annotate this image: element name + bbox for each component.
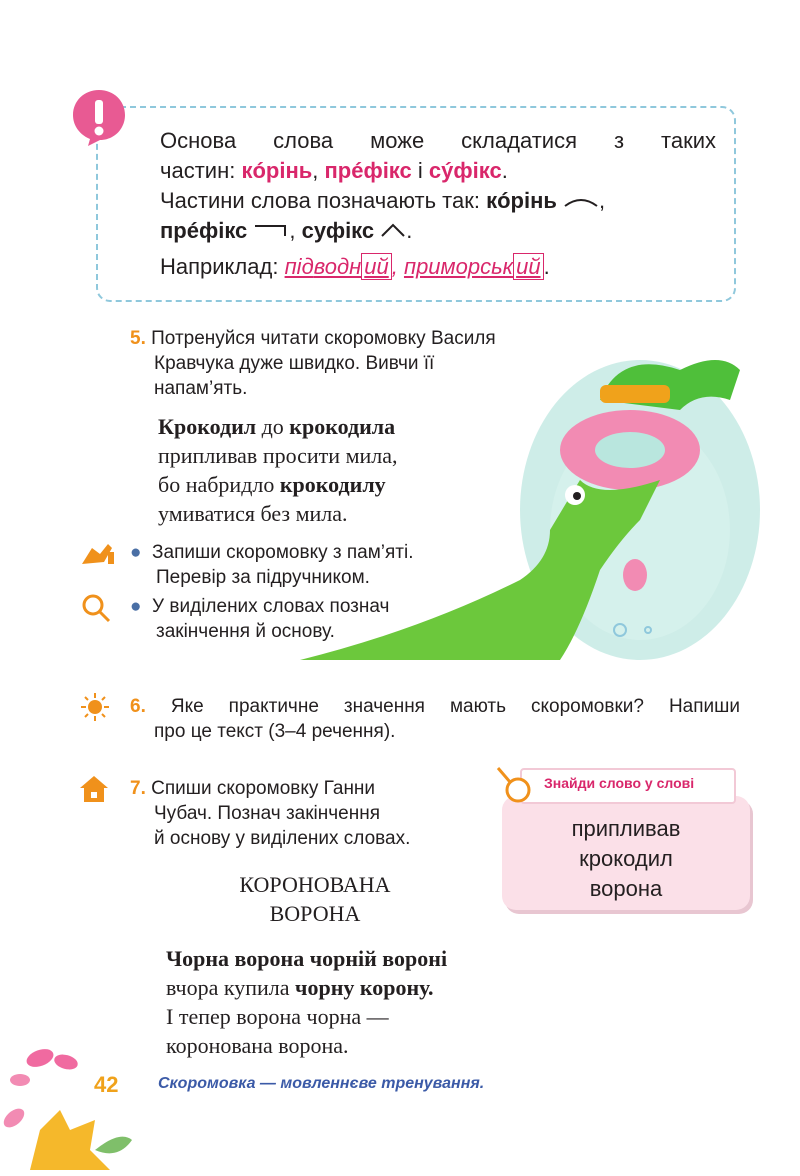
task-number: 7. <box>130 778 146 799</box>
card-word: припливав <box>571 816 681 841</box>
page-number: 42 <box>94 1072 119 1097</box>
rule-text-span: , <box>312 158 325 183</box>
root-mark-icon <box>563 194 599 208</box>
word-card-words <box>502 814 750 904</box>
bullet-1: ● Запиши скоромовку з пам’яті. Перевір за підручником. <box>130 540 510 590</box>
example-ending: ий <box>513 253 543 280</box>
word-card-title: Знайди слово у слові <box>544 775 695 791</box>
poem-bold-line: Чорна ворона чорній вороні <box>166 946 448 971</box>
poem-crow <box>166 944 546 1060</box>
task-6-text <box>130 694 740 744</box>
poem-text: бо набридло <box>158 472 280 497</box>
term-root: кóрінь <box>241 158 313 183</box>
rule-line-3: Частини слова позначають так: кóрінь , <box>160 188 606 213</box>
rule-example: Наприклад: підводн ий , приморськ ий . <box>160 254 550 279</box>
poem-bold-word: крокодилу <box>279 472 386 497</box>
poem-bold-word: чорну корону. <box>295 975 434 1000</box>
bullet-line: У виділених словах познач <box>152 596 390 617</box>
poem-title-line: ВОРОНА <box>269 901 361 926</box>
example-label: Наприклад: <box>160 254 285 279</box>
task-line: Чубач. Познач закінчення <box>154 803 381 824</box>
rule-line-1: Основа слова може складатися з таких <box>160 128 716 153</box>
footer-caption: Скоромовка — мовленнєве тренування. <box>158 1075 485 1092</box>
rule-text <box>160 126 716 282</box>
rule-text-span: і <box>411 158 429 183</box>
rule-text-span: . <box>501 158 508 183</box>
rule-line-2 <box>160 156 716 186</box>
example-ending: ий <box>361 253 391 280</box>
rule-text-span: Частини слова позначають так: <box>160 188 487 213</box>
poem-bold-word: Крокодил <box>158 414 257 439</box>
task-line: й основу у виділених словах. <box>154 828 411 849</box>
poem-text: вчора купила <box>166 975 296 1000</box>
card-word: крокодил <box>579 846 673 871</box>
example-suffix: ськ <box>480 254 514 279</box>
poem-title-line: КОРОНОВАНА <box>239 872 391 897</box>
task-line: про це текст (3–4 речення). <box>154 721 396 742</box>
task-line: Кравчука дуже швидко. Вивчи її <box>154 353 435 374</box>
example-prefix: під <box>284 254 314 279</box>
poem-line: І тепер ворона чорна — <box>166 1004 389 1029</box>
bullet-2: ● У виділених словах познач закінчення й основу. <box>130 594 510 644</box>
task-number: 6. <box>130 696 146 717</box>
card-word: ворона <box>589 876 663 901</box>
bullet-line: Перевір за підручником. <box>156 567 370 588</box>
bullet-line: закінчення й основу. <box>156 621 335 642</box>
term-suffix: сýфікс <box>428 158 502 183</box>
poem-line: коронована ворона. <box>166 1033 349 1058</box>
poem-crocodile <box>158 412 498 528</box>
prefix-mark-icon <box>253 222 289 238</box>
task-number: 5. <box>130 328 146 349</box>
magnifier-icon <box>494 764 536 806</box>
write-icon <box>78 540 118 568</box>
task-line: Потренуйся читати скоромовку Василя <box>151 328 496 349</box>
suffix-mark-icon <box>380 222 406 238</box>
poem-text: до <box>256 414 290 439</box>
task-line: Яке практичне значення мають скоромовки? Напиши <box>170 696 741 717</box>
root-mark-label: кóрінь <box>486 188 557 213</box>
poem-bold-word: крокодила <box>289 414 396 439</box>
task-line: Спиши скоромовку Ганни <box>151 778 376 799</box>
poem-title <box>200 870 430 928</box>
example-root: водн <box>313 254 362 279</box>
task-7-text <box>130 776 490 851</box>
sun-icon <box>80 692 110 722</box>
rule-text-span: частин: <box>160 158 242 183</box>
poem-line: умиватися без мила. <box>158 501 348 526</box>
magnifier-icon <box>80 592 112 624</box>
poem-line: припливав просити мила, <box>158 443 398 468</box>
prefix-mark-label: прéфікс <box>160 218 248 243</box>
task-5-text <box>130 326 580 401</box>
example-prefix: при <box>403 254 441 279</box>
bullet-line: Запиши скоромовку з пам’яті. <box>152 542 414 563</box>
home-icon <box>78 774 110 804</box>
rule-line-4: прéфікс , суфікс . <box>160 218 413 243</box>
exclamation-icon <box>68 86 130 148</box>
suffix-mark-label: суфікс <box>301 218 375 243</box>
example-root: мор <box>440 254 481 279</box>
autumn-leaves-decoration <box>0 1040 140 1171</box>
task-line: напам’ять. <box>154 378 248 399</box>
term-prefix: прéфікс <box>324 158 412 183</box>
